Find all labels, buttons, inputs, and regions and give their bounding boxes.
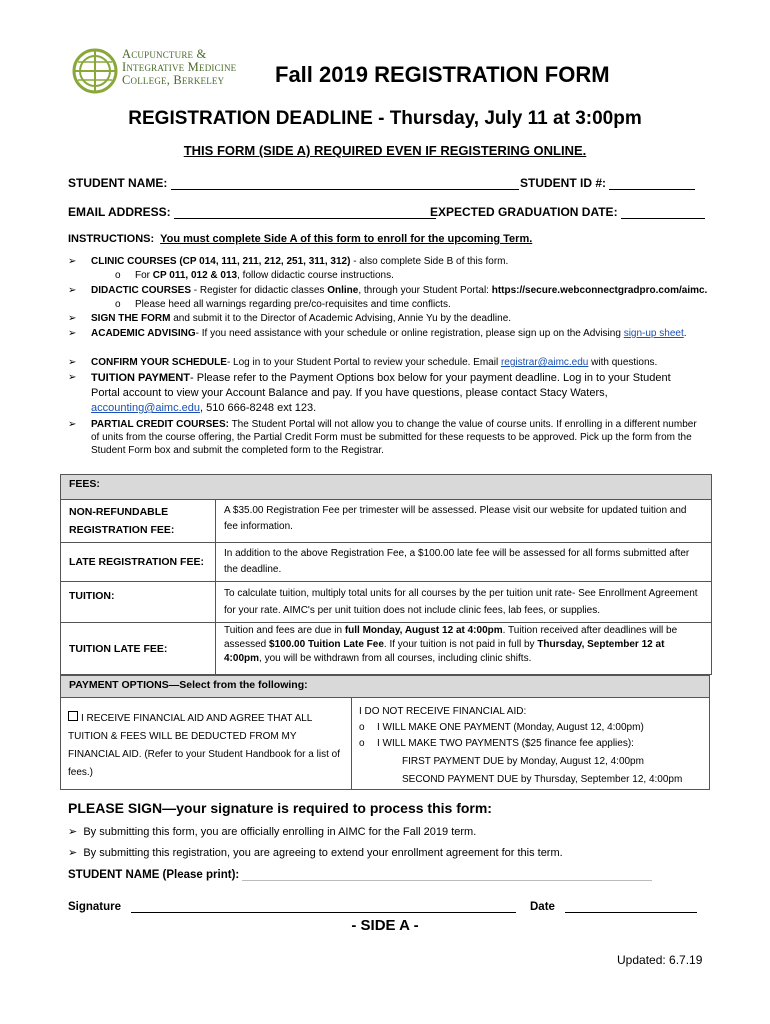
grad-date-label: EXPECTED GRADUATION DATE: [430,205,618,219]
logo-line-3: College, Berkeley [122,73,225,87]
college-logo [72,44,267,96]
advising-signup-link[interactable]: sign-up sheet [623,328,684,339]
email-label: EMAIL ADDRESS: [68,205,171,219]
bullet-arrow-icon: ➢ [68,313,77,324]
tuition-label: TUITION: [61,582,216,623]
accounting-email-link[interactable]: accounting@aimc.edu [91,402,201,414]
globe-icon [72,48,118,94]
instructions-heading [68,233,532,245]
payment-options-header: PAYMENT OPTIONS—Select from the following: [60,675,710,698]
fees-header: FEES: [61,475,712,500]
tuition-late-fee-label: TUITION LATE FEE: [61,623,216,675]
print-name-label: STUDENT NAME (Please print): [68,869,240,881]
list-item: DIDACTIC COURSES - Register for didactic classes Online, through your Student Portal: https://secure.webconnectgradpro.com/aimc. [91,285,708,296]
bullet-arrow-icon: ➢ [68,419,77,430]
date-label: Date [530,901,555,913]
grad-date-field[interactable] [621,206,705,219]
logo-line-2: Integrative Medicine [122,60,237,74]
print-name-row [68,868,652,881]
email-row [68,205,436,219]
payment-options-box [60,697,710,790]
sign-bullet-2: ➢ By submitting this registration, you are agreeing to extend your enrollment agreement for this term. [68,847,563,859]
grad-date-row [430,205,705,219]
bullet-arrow-icon: ➢ [68,372,77,383]
bullet-arrow-icon: ➢ [68,826,78,838]
two-payments-option[interactable]: o I WILL MAKE TWO PAYMENTS ($25 finance fee applies): [359,738,634,749]
logo-line-1: Acupuncture & [122,47,207,61]
registration-deadline: REGISTRATION DEADLINE - Thursday, July 11 at 3:00pm [128,108,642,129]
late-registration-fee-text: In addition to the above Registration Fee, a $100.00 late fee will be assessed for all forms submitted after the deadline. [216,543,712,582]
signature-row [68,900,516,913]
signature-label: Signature [68,901,122,913]
one-payment-option[interactable]: o I WILL MAKE ONE PAYMENT (Monday, August 12, 4:00pm) [359,722,644,733]
nonrefundable-fee-label: NON-REFUNDABLE REGISTRATION FEE: [61,500,216,543]
financial-aid-checkbox[interactable] [68,711,78,721]
tuition-text: To calculate tuition, multiply total units for all courses by the per tuition unit rate- See Enrollment Agreement for your rate. AIMC's per unit tuition does not include clinic fees, lab fees, or supplies. [216,582,712,623]
list-item: PARTIAL CREDIT COURSES: The Student Portal will not allow you to change the value of course units. If enrolling in a different number of units from the course offering, the Partial Credit Form must be submitted for these requests to be approved. Pick up the form from the Student Form box and submit the completed form to the Registrar. [91,419,697,456]
bullet-arrow-icon: ➢ [68,328,77,339]
student-name-row [68,176,519,190]
first-payment-due: FIRST PAYMENT DUE by Monday, August 12, 4:00pm [402,756,644,767]
date-row [530,900,697,913]
second-payment-due: SECOND PAYMENT DUE by Thursday, September 12, 4:00pm [402,774,683,785]
side-a-label: - SIDE A - [351,917,419,934]
updated-date: Updated: 6.7.19 [617,953,703,967]
student-name-label: STUDENT NAME: [68,176,168,190]
logo-text [122,48,236,87]
student-name-field[interactable] [171,177,519,190]
print-name-field[interactable] [242,868,652,881]
registrar-email-link[interactable]: registrar@aimc.edu [500,357,589,368]
list-item: CONFIRM YOUR SCHEDULE- Log in to your Student Portal to review your schedule. Email registrar@aimc.edu with questions. [91,357,658,368]
student-id-label: STUDENT ID #: [520,176,607,190]
signature-field[interactable] [131,900,516,913]
late-registration-fee-label: LATE REGISTRATION FEE: [61,543,216,582]
bullet-arrow-icon: ➢ [68,357,77,368]
sign-bullet-1: ➢ By submitting this form, you are officially enrolling in AIMC for the Fall 2019 term. [68,826,477,838]
list-item: ACADEMIC ADVISING- If you need assistance with your schedule or online registration, please sign up on the Advising sign-up sheet. [91,328,687,339]
instructions-label: INSTRUCTIONS: [68,233,155,245]
fees-table [60,474,712,675]
no-aid-options [359,704,709,788]
no-aid-title: I DO NOT RECEIVE FINANCIAL AID: [359,706,527,717]
financial-aid-option [68,710,348,782]
student-id-field[interactable] [609,177,695,190]
instructions-list: ➢ CLINIC COURSES (CP 014, 111, 211, 212, 251, 311, 312) - also complete Side B of this form. o For CP 011, 012 & 013, follow didactic course instructions. ➢ DIDACTIC COURSES - Register for didactic classes Online, through your Student Portal: https://secure.webconnectgradpro.com/aimc. o Please heed all warnings regarding pre/co-requisites and time conflicts. ➢ SIGN THE FORM and submit it to the Director of Academic Advising, Annie Yu by the deadline. ➢ ACADEMIC ADVISING- If you need assistance with your schedule or online registration, please sign up on the Advising sign-up sheet. ➢ CONFIRM YOUR SCHEDULE- Log in to your Student Portal to review your schedule. Email registrar@aimc.edu with questions. ➢ TUITION PAYMENT- Please refer to the Payment Options box below for your payment deadline. Log in to your Student Portal account to view your Account Balance and pay. If you have questions, please contact Stacy Waters, accounting@aimc.edu, 510 666-8248 ext 123. ➢ PARTIAL CREDIT COURSES: The Student Portal will not allow you to change the value of course units. If enrolling in a different number of units from the course offering, the Partial Credit Form must be submitted for these requests to be approved. Pick up the form from the Student Form box and submit the completed form to the Registrar. [0,255,770,460]
date-field[interactable] [565,900,697,913]
bullet-arrow-icon: ➢ [68,847,78,859]
financial-aid-text: I RECEIVE FINANCIAL AID AND AGREE THAT ALL TUITION & FEES WILL BE DEDUCTED FROM MY FINANCIAL AID. (Refer to your Student Handbook for a list of fees.) [68,713,340,778]
form-title: Fall 2019 REGISTRATION FORM [275,62,610,87]
list-item: SIGN THE FORM and submit it to the Director of Academic Advising, Annie Yu by the deadline. [91,313,512,324]
bullet-arrow-icon: ➢ [68,285,77,296]
list-item: TUITION PAYMENT- Please refer to the Payment Options box below for your payment deadline. Log in to your Student Portal account to view your Account Balance and pay. If you have questions, please contact Stacy Waters, accounting@aimc.edu, 510 666-8248 ext 123. [91,372,671,414]
list-item: CLINIC COURSES (CP 014, 111, 211, 212, 251, 311, 312) - also complete Side B of this form. [91,256,509,267]
student-id-row [520,176,695,190]
please-sign-heading: PLEASE SIGN—your signature is required to process this form: [68,800,492,816]
email-field[interactable] [174,206,436,219]
tuition-late-fee-text: Tuition and fees are due in full Monday, August 12 at 4:00pm. Tuition received after deadlines will be assessed $100.00 Tuition Late Fee. If your tuition is not paid in full by Thursday, September 12 at 4:00pm, you will be withdrawn from all courses, including clinic shifts. [216,623,712,675]
nonrefundable-fee-text: A $35.00 Registration Fee per trimester will be assessed. Please visit our website for updated tuition and fee information. [216,500,712,543]
bullet-arrow-icon: ➢ [68,256,77,267]
side-a-required-note: THIS FORM (SIDE A) REQUIRED EVEN IF REGISTERING ONLINE. [183,143,587,158]
instructions-text: You must complete Side A of this form to enroll for the upcoming Term. [160,233,533,245]
